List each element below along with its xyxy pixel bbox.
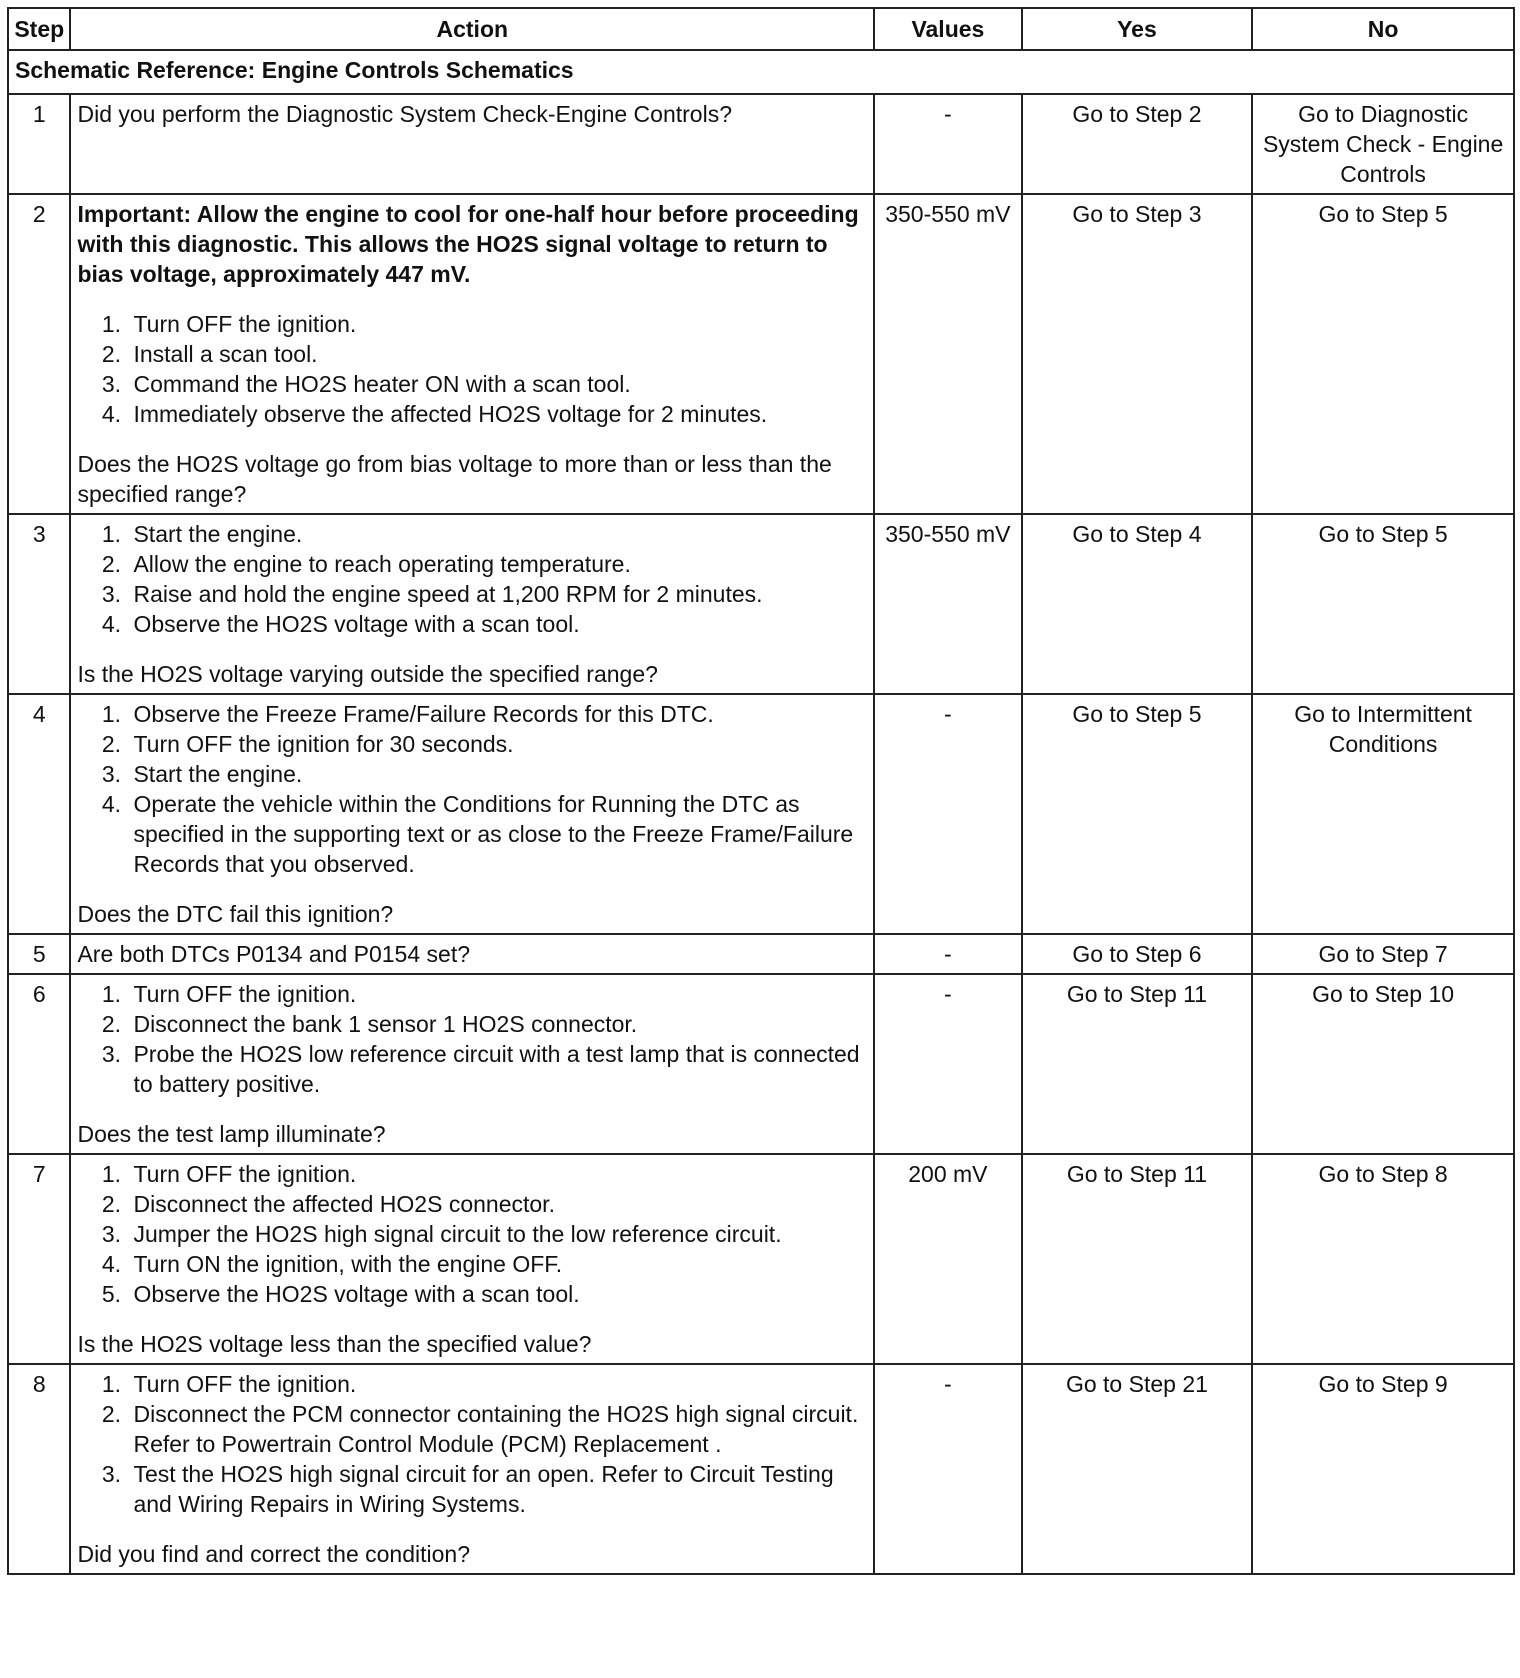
action-cell [70, 94, 874, 194]
yes-cell: Go to Step 11 [1022, 974, 1253, 1154]
header-row [8, 8, 1514, 50]
schematic-reference-row [8, 50, 1514, 94]
step-list [77, 979, 867, 1099]
list-item: 5. Observe the HO2S voltage with a scan tool. [127, 1279, 867, 1309]
values-cell: 350-550 mV [874, 194, 1022, 514]
diagnostic-table [7, 7, 1515, 1575]
header-values: Values [874, 8, 1022, 50]
header-action: Action [70, 8, 874, 50]
yes-cell: Go to Step 4 [1022, 514, 1253, 694]
list-item: 2. Install a scan tool. [127, 339, 867, 369]
list-item: 4. Observe the HO2S voltage with a scan tool. [127, 609, 867, 639]
important-note: Important: Allow the engine to cool for one-half hour before proceeding with this diagnostic. This allows the HO2S signal voltage to return to bias voltage, approximately 447 mV. [77, 201, 859, 287]
table-row [8, 514, 1514, 694]
values-cell: - [874, 694, 1022, 934]
action-cell [70, 1364, 874, 1574]
list-item: 4. Immediately observe the affected HO2S voltage for 2 minutes. [127, 399, 867, 429]
yes-cell: Go to Step 21 [1022, 1364, 1253, 1574]
step-list [77, 1369, 867, 1519]
question-text: Is the HO2S voltage varying outside the specified range? [77, 661, 658, 687]
list-item: 2. Disconnect the affected HO2S connector. [127, 1189, 867, 1219]
table-row [8, 934, 1514, 974]
step-number: 6 [8, 974, 70, 1154]
step-number: 8 [8, 1364, 70, 1574]
question-text: Does the HO2S voltage go from bias voltage to more than or less than the specified range? [77, 451, 832, 507]
list-item: 1. Turn OFF the ignition. [127, 1369, 867, 1399]
action-text: Did you perform the Diagnostic System Check-Engine Controls? [77, 101, 732, 127]
list-item: 2. Disconnect the bank 1 sensor 1 HO2S connector. [127, 1009, 867, 1039]
values-cell: - [874, 934, 1022, 974]
no-cell: Go to Step 8 [1252, 1154, 1514, 1364]
yes-cell: Go to Step 5 [1022, 694, 1253, 934]
yes-cell: Go to Step 11 [1022, 1154, 1253, 1364]
header-yes: Yes [1022, 8, 1253, 50]
list-item: 2. Disconnect the PCM connector containing the HO2S high signal circuit. Refer to Powertrain Control Module (PCM) Replacement . [127, 1399, 867, 1459]
action-cell [70, 694, 874, 934]
step-number: 1 [8, 94, 70, 194]
action-cell [70, 1154, 874, 1364]
list-item: 1. Turn OFF the ignition. [127, 979, 867, 1009]
list-item: 4. Turn ON the ignition, with the engine OFF. [127, 1249, 867, 1279]
table-row [8, 1154, 1514, 1364]
table-row [8, 1364, 1514, 1574]
no-cell: Go to Step 5 [1252, 194, 1514, 514]
yes-cell: Go to Step 6 [1022, 934, 1253, 974]
list-item: 1. Observe the Freeze Frame/Failure Records for this DTC. [127, 699, 867, 729]
table-row [8, 194, 1514, 514]
question-text: Is the HO2S voltage less than the specified value? [77, 1331, 592, 1357]
header-step: Step [8, 8, 70, 50]
list-item: 1. Turn OFF the ignition. [127, 1159, 867, 1189]
table-row [8, 94, 1514, 194]
no-cell: Go to Diagnostic System Check - Engine Controls [1252, 94, 1514, 194]
action-cell [70, 974, 874, 1154]
list-item: 1. Start the engine. [127, 519, 867, 549]
yes-cell: Go to Step 2 [1022, 94, 1253, 194]
table-row [8, 974, 1514, 1154]
step-number: 4 [8, 694, 70, 934]
step-list [77, 519, 867, 639]
action-text: Are both DTCs P0134 and P0154 set? [77, 941, 470, 967]
table-row [8, 694, 1514, 934]
list-item: 3. Test the HO2S high signal circuit for an open. Refer to Circuit Testing and Wiring Repairs in Wiring Systems. [127, 1459, 867, 1519]
list-item: 3. Command the HO2S heater ON with a scan tool. [127, 369, 867, 399]
step-number: 5 [8, 934, 70, 974]
question-text: Does the test lamp illuminate? [77, 1121, 386, 1147]
yes-cell: Go to Step 3 [1022, 194, 1253, 514]
list-item: 3. Start the engine. [127, 759, 867, 789]
values-cell: - [874, 94, 1022, 194]
action-cell [70, 514, 874, 694]
step-number: 3 [8, 514, 70, 694]
values-cell: 350-550 mV [874, 514, 1022, 694]
list-item: 3. Probe the HO2S low reference circuit with a test lamp that is connected to battery positive. [127, 1039, 867, 1099]
schematic-reference: Schematic Reference: Engine Controls Schematics [8, 50, 1514, 94]
list-item: 2. Allow the engine to reach operating temperature. [127, 549, 867, 579]
question-text: Did you find and correct the condition? [77, 1541, 470, 1567]
step-list [77, 1159, 867, 1309]
step-list [77, 309, 867, 429]
step-number: 7 [8, 1154, 70, 1364]
list-item: 1. Turn OFF the ignition. [127, 309, 867, 339]
step-list [77, 699, 867, 879]
action-cell [70, 934, 874, 974]
values-cell: - [874, 974, 1022, 1154]
no-cell: Go to Step 7 [1252, 934, 1514, 974]
no-cell: Go to Intermittent Conditions [1252, 694, 1514, 934]
list-item: 2. Turn OFF the ignition for 30 seconds. [127, 729, 867, 759]
list-item: 3. Raise and hold the engine speed at 1,200 RPM for 2 minutes. [127, 579, 867, 609]
list-item: 4. Operate the vehicle within the Conditions for Running the DTC as specified in the supporting text or as close to the Freeze Frame/Failure Records that you observed. [127, 789, 867, 879]
list-item: 3. Jumper the HO2S high signal circuit to the low reference circuit. [127, 1219, 867, 1249]
no-cell: Go to Step 10 [1252, 974, 1514, 1154]
no-cell: Go to Step 5 [1252, 514, 1514, 694]
no-cell: Go to Step 9 [1252, 1364, 1514, 1574]
step-number: 2 [8, 194, 70, 514]
question-text: Does the DTC fail this ignition? [77, 901, 394, 927]
values-cell: 200 mV [874, 1154, 1022, 1364]
action-cell [70, 194, 874, 514]
values-cell: - [874, 1364, 1022, 1574]
header-no: No [1252, 8, 1514, 50]
